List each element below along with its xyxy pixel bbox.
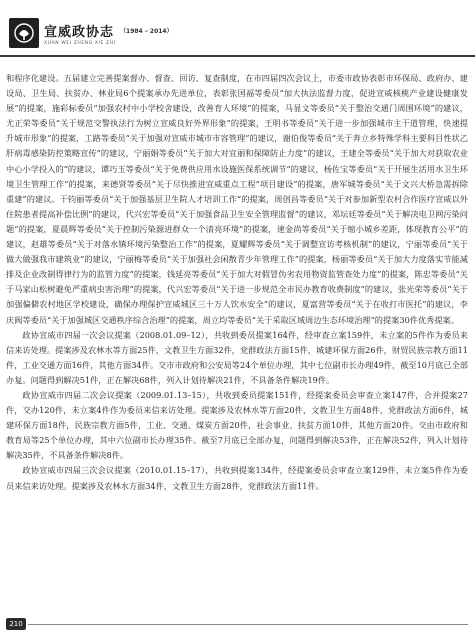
book-title-pinyin: XUAN WEI ZHENG XIE ZHI [44,41,116,46]
page-header [0,0,475,72]
book-title: 宣威政协志 [44,25,115,40]
header-title-block [44,21,173,46]
footer-rule [28,624,468,625]
header-rule [0,55,475,57]
page-footer [0,610,475,640]
paragraph: 政协宣威市四届三次会议提案（2010.01.15–17），共收到提案134件，经提案委员会审查立案129件，未立案5件作为委员来信来访处理。提案涉及农林水方面34件，文教卫生方面28件，党群政法方面11件。 [6,465,468,491]
main-text [6,71,468,494]
book-logo-icon [9,18,39,48]
paragraph: 政协宣威市四届二次会议提案（2009.01.13–15），共收到委员提案151件，经提案委员会审查立案147件，合并提案27件，交办120件，未立案4件作为委员来信来访处理。提案涉及农林水等方面20件，文教卫生方面48件，党群政法方面6件，城建环保方面18件，民族宗教方面5件，工业、交通、煤炭方面20件，社会事业、扶贫方面10件，其他方面20件。交由市政府和教育局等25个单位办理，其中六位副市长办理35件。截至7月底已全部办复，问题得到解决53件，正在解决52件，列入计划待解决35件，不具备条件解决8件。 [6,389,468,461]
paragraph: 政协宣威市四届一次会议提案（2008.01.09–12），共收到委员提案164件，经审查立案159件，未立案的5件作为委员来信来访处理。提案涉及农林水等方面25件，文教卫生方面32件，党群政法方面15件，城建环保方面26件，财贸民族宗教方面11件，工业交通方面16件，其他方面34件。交市市政府和公安局等24个单位办理，其中七位副市长办理49件，截至10月底已全部办复。问题得到解决51件，正在解决68件，列入计划待解决21件，不具备条件解决19件。 [6,329,468,385]
page-number: 210 [6,618,26,630]
paragraph: 和程序化建设。五届建立完善提案督办、督查、回访、复查制度，在市四届四次会议上，市委市政协表彰市环保局、政府办、建设局、卫生局、扶贫办、林业局6个提案承办先进单位，表彰张国福等委员“加大执法监督力度，促进宣威核桃产业建设健康发展”的提案，施彩标委员“加强农村中小学校舍建设，改善育人环境”的提案，马显文等委员“关于整治交通门周围环境”的建议，尤正荣等委员“关于规范交警执法行为树立宣威良好外界形象”的提案，王明书等委员“关于进一步加强城市主干道管理，快速提升城市形象”的提案，工路等委员“关于加强对宣威市城市市容管理”的建议，谢伯俊等委员“关于奔立乡特殊学科主要科目性状乙肝病毒感染防控策略宣传”的建议，宁丽娟等委员“关于加大对宜丽和保障防止力度”的建议，王建全等委员“关于加大对获取农业中心小学投入的”的建议，谭巧玉等委员“关于免费供应用水设施医保系统调节”的建议，杨佐宝等委员“关于开展生活用水卫生环境卫生管理工作”的提案，来德贤等委员“关于尽快推进宜威重点工程”项目建设”的提案，唐军城等委员“关于文兴大桥急需拆除重建”的建议。干钧丽等委员“关于加强基层卫生院人才培训工作”的提案，周创昌等委员“关于对参加新型农村合作医疗宣威以外住院患者提高补偿比例”的建议，代兴宏等委员“关于加强食品卫生安全管理监督”的建议，邓坛廷等委员“关于解决电卫网污染问题”的提案，夏晨辉等委员“关于控制污染源进群众一个清亮环境”的提案，速金尚等委员“关于缩小城乡差距，体现教育公平”的建议，赵雄等委员“关于对落水镇环境污染整治工作”的提案，夏耀辉等委员“关于调整宣访考核机制”的建议，宁丽等委员“关于做大做强我市建筑业”的建议，宁丽梅等委员“关于加强社会闲散青少年管理工作”的提案，杨丽等委员“关于加大力度落实节能减排及企业改制得律行为的监管力度”的提案，钱延亮等委员“关于加大对假冒伪劣农用物资监管查处力度”的提案，陈忠等委员“关于马家山松树避免严重病虫害治理”的提案，代兴宏等委员“关于进一步规范全市民办教育收费制度”的建议，张光荣等委员“关于加强偏僻农村地区学校建设，确保办理保护宣威城区三十万人饮水安全”的建议，夏富营等委员“关于在收打市医托”的建议，李庆阀等委员“关于加强城区交通秩序综合治理”的提案，周立均等委员“关于采取区域周边生态环境治理”的提案30件优秀提案。 [6,73,468,325]
book-years: （1984 – 2014） [120,28,173,35]
